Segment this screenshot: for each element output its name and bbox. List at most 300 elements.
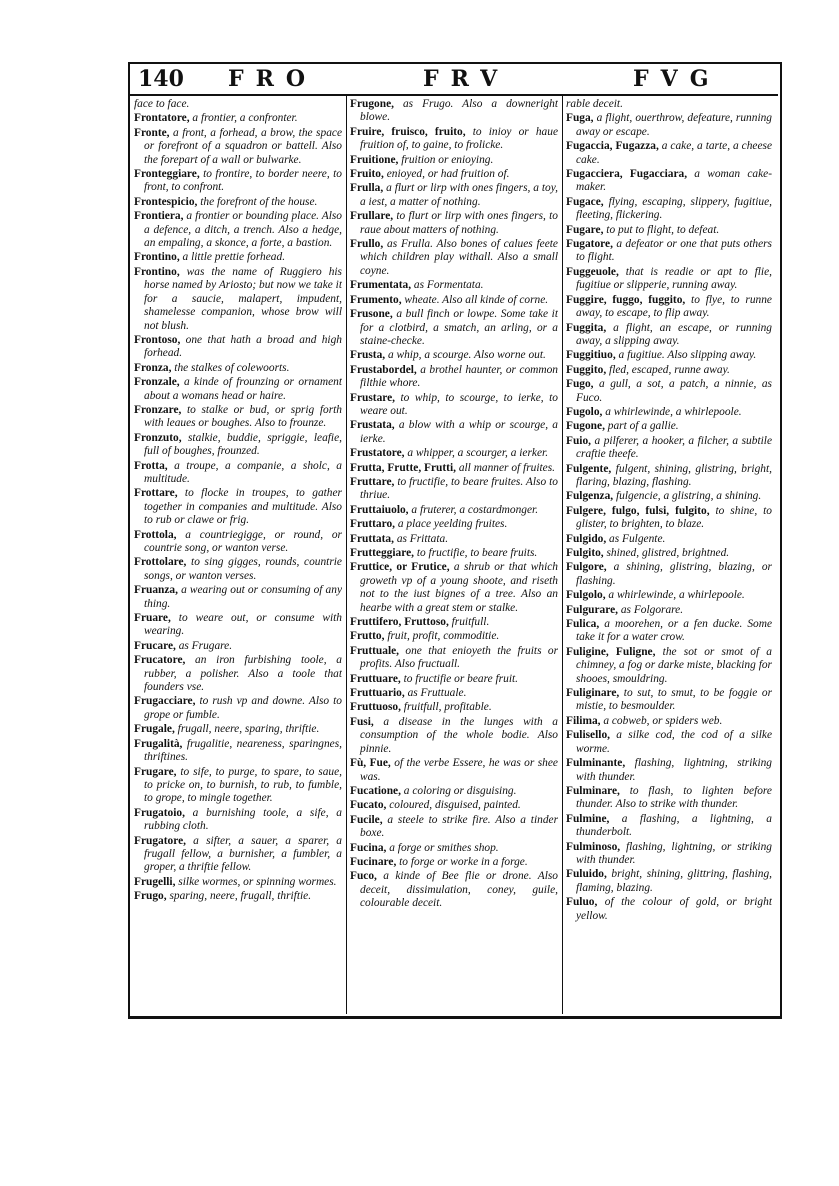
dictionary-entry [350,518,558,531]
headword: Frugatoio, [134,806,185,819]
headword: Fulgere, fulgo, fulsi, fulgito, [566,504,710,517]
dictionary-entry [350,673,558,686]
headword: Fuco, [350,870,377,883]
definition: a kinde of Bee flie or drone. Also deceit, dissimulation, coney, guile, colourable deceit. [360,870,558,910]
left-column-head: FRO [228,66,318,92]
headword: Fulgore, [566,561,607,574]
dictionary-entry [134,251,342,264]
dictionary-entry [566,294,772,321]
dictionary-entry [566,406,772,419]
headword: Fugacciera, Fugacciara, [566,168,688,181]
dictionary-entry [566,604,772,617]
headword: Fulgente, [566,462,612,475]
dictionary-entry [566,490,772,503]
headword: Fuggire, fuggo, fuggito, [566,293,686,306]
dictionary-entry [566,322,772,349]
definition: a blow with a whip or scourge, a ierke. [360,419,558,445]
definition: to fructifie, to beare fruites. Also to thriue. [360,475,558,502]
headword: Fugone, [566,420,605,433]
dictionary-entry [134,168,342,195]
dictionary-entry [350,785,558,798]
definition: to put to flight, to defeat. [603,223,720,236]
headword: Frugelli, [134,875,176,888]
headword: Fruttaro, [350,518,396,531]
definition: one that hath a broad and high forhead. [144,333,342,360]
headword: Fronte, [134,126,170,139]
definition: a cobweb, or spiders web. [600,714,723,727]
headword: Frottolare, [134,556,187,569]
headword: Fuga, [566,112,594,125]
definition: as Fruttuale. [404,687,467,700]
headword: Frontoso, [134,333,181,346]
definition: fulgent, shining, glistring, bright, flaring, blazing, flashing. [576,462,772,488]
definition: a whirlewinde, a whirlepoole. [605,589,745,602]
headword: Frontino, [134,265,180,278]
definition: a flight, an escape, or running away, a slipping away. [576,321,772,347]
dictionary-entry [350,154,558,167]
headword: Fucato, [350,799,387,812]
headword: Fruare, [134,612,171,625]
dictionary-entry [566,785,772,812]
headword: Fucatione, [350,784,401,797]
definition: to flurt or lirp with ones fingers, to raue about matters of nothing. [360,210,558,236]
definition: frugall, neere, sparing, thriftie. [174,723,320,736]
headword: Fuliginare, [566,687,620,700]
dictionary-entry [350,279,558,292]
definition: stalkie, buddie, spriggie, leafie, full of boughes, frounzed. [144,431,342,458]
headword: Fruttata, [350,532,394,545]
definition: to sut, to smut, to be foggie or mistie, to besmoulder. [576,687,772,713]
headword: Fulgolo, [566,589,606,602]
definition: to rush vp and downe. Also to grope or fumble. [144,695,342,721]
definition: was the name of Ruggiero his horse named by Ariosto; but now we take it for a saucie, malapert, impudent, shamelesse companion, whose brow will not blush. [144,265,342,332]
column-rule-left [346,96,347,1014]
definition: to fructifie, to beare fruits. [414,547,538,559]
dictionary-entry [566,561,772,588]
definition: as Frulla. Also bones of calues feete which children play withall. Also a small coyne. [360,238,558,277]
definition: a coloring or disguising. [400,784,517,797]
page-number: 140 [138,66,184,92]
definition: a flight, ouerthrow, defeature, running away or escape. [576,112,772,138]
definition: face to face. [134,98,190,110]
definition: a flurt or lirp with ones fingers, a toy, a iest, a matter of nothing. [360,182,558,208]
definition: a frontier, a confronter. [189,112,298,125]
headword: Fuggita, [566,321,607,334]
definition: as Frittata. [393,532,449,545]
definition: as Formentata. [411,279,484,292]
headword: Fulminante, [566,757,626,770]
headword: Fulgenza, [566,490,614,503]
definition: a kinde of frounzing or ornament about a womans head or haire. [144,376,342,402]
definition: coloured, disguised, painted. [386,799,521,812]
definition: a burnishing toole, a sife, a rubbing cloth. [144,806,342,833]
dictionary-entry [350,238,558,278]
dictionary-entry [134,127,342,167]
dictionary-entry [566,378,772,405]
headword: Frugacciare, [134,695,196,708]
headword: Frottola, [134,528,177,541]
dictionary-entry [566,196,772,223]
headword: Fruttaiuolo, [350,503,409,516]
headword: Fugolo, [566,405,603,418]
headword: Frustata, [350,419,395,432]
dictionary-entry [350,701,558,714]
center-column-head: FRV [423,66,510,92]
column-rule-right [562,96,563,1014]
dictionary-entry [566,238,772,265]
headword: Fruttuario, [350,687,405,700]
dictionary-entry [134,723,342,736]
headword: Frontespicio, [134,195,198,208]
definition: to stalke or bud, or sprig forth with leaues or boughes. Also to frounze. [144,403,342,430]
dictionary-entry [566,547,772,560]
dictionary-entry [350,547,558,560]
definition: as Folgorare. [618,603,684,616]
definition: wheate. Also all kinde of corne. [401,293,549,306]
headword: Frustatore, [350,447,405,460]
dictionary-entry [350,504,558,517]
dictionary-entry [134,98,342,111]
definition: a whirlewinde, a whirlepoole. [602,405,742,418]
definition: a flashing, a lightning, a thunderbolt. [576,812,772,839]
headword: Fruttare, [350,475,395,488]
definition: a countriegigge, or round, or countrie song, or wanton verse. [144,528,342,554]
headword: Fuggito, [566,363,607,376]
headword: Frontino, [134,251,180,264]
definition: a moorehen, or a fen ducke. Some take it for a water crow. [576,618,772,644]
headword: Frugatore, [134,834,186,847]
headword: Fruttuare, [350,672,401,685]
headword: Fugatore, [566,238,613,251]
dictionary-entry [350,814,558,841]
definition: to sing gigges, rounds, countrie songs, or wanton verses. [144,556,342,582]
headword: Frutta, Frutte, Frutti, [350,461,456,474]
definition: fruition or enioying. [398,153,494,166]
headword: Frugalità, [134,737,183,750]
headword: Frontiera, [134,210,184,223]
dictionary-entry [350,294,558,307]
dictionary-entry [566,168,772,195]
dictionary-entry [134,210,342,250]
dictionary-entry [134,376,342,403]
headword: Fulminoso, [566,840,621,853]
dictionary-entry [134,460,342,487]
headword: Fruitione, [350,153,399,166]
dictionary-entry [566,757,772,784]
definition: a bull finch or lowpe. Some take it for a clotbird, a smatch, an arling, or a staine-checke. [360,308,558,347]
definition: one that enioyeth the fruits or profits. Also fructuall. [360,644,558,671]
definition: to flash, to lighten before thunder. Also to strike with thunder. [576,784,772,811]
headword: Frugone, [350,98,394,110]
dictionary-entry [350,182,558,209]
dictionary-entry [350,349,558,362]
dictionary-page [128,62,780,1018]
headword: Filima, [566,714,601,727]
definition: bright, shining, glittring, flashing, flaming, blazing. [576,868,772,894]
dictionary-entry [350,716,558,756]
definition: to shine, to glister, to brighten, to blaze. [576,504,772,531]
definition: sparing, neere, frugall, thriftie. [166,890,312,903]
definition: frugalitie, neareness, sparingnes, thriftines. [144,737,342,764]
dictionary-entry [134,695,342,722]
headword: Frontatore, [134,112,190,125]
dictionary-entry [566,841,772,868]
headword: Fugace, [566,195,604,208]
definition: fruitfull. [448,616,490,629]
dictionary-entry [350,616,558,629]
headword: Frugare, [134,765,177,778]
dictionary-entry [134,196,342,209]
headword: Fronzare, [134,403,182,416]
headword: Frugale, [134,723,175,736]
dictionary-entry [350,533,558,546]
dictionary-entry [134,766,342,806]
definition: fulgencie, a glistring, a shining. [613,490,762,503]
definition: to fructifie or beare fruit. [400,672,518,685]
headword: Frullo, [350,238,384,251]
dictionary-entry [350,168,558,181]
definition: flashing, lightning, striking with thunder. [576,757,772,783]
dictionary-entry [134,738,342,765]
definition: to flye, to runne away, to escape, to flip away. [576,293,772,320]
dictionary-entry [134,404,342,431]
definition: a gull, a sot, a patch, a ninnie, as Fuco. [576,378,772,404]
headword: Fruttuale, [350,644,400,657]
definition: part of a gallie. [604,420,679,433]
dictionary-entry [134,612,342,639]
running-header [128,62,778,96]
definition: a silke cod, the cod of a silke worme. [576,729,772,755]
definition: the sot or smot of a chimney, a fog or darke miste, blacking for shooes, smouldring. [576,645,772,685]
dictionary-entry [350,687,558,700]
headword: Frusone, [350,308,393,321]
dictionary-entry [350,98,558,125]
column-left [134,98,342,1012]
dictionary-entry [566,589,772,602]
headword: Frucatore, [134,654,186,667]
headword: Fugaccia, Fugazza, [566,140,659,153]
headword: Frucare, [134,639,176,652]
dictionary-entry [134,266,342,333]
definition: to whip, to scourge, to ierke, to weare out. [360,391,558,417]
column-right [566,98,772,1012]
dictionary-entry [566,349,772,362]
headword: Fù, Fue, [350,757,391,770]
dictionary-entry [566,868,772,895]
dictionary-entry [350,645,558,672]
dictionary-entry [566,140,772,167]
headword: Frottare, [134,487,178,500]
headword: Fruanza, [134,584,178,597]
dictionary-entry [134,890,342,903]
definition: to weare out, or consume with wearing. [144,612,342,638]
headword: Fuio, [566,434,592,447]
definition: a wearing out or consuming of any thing. [144,584,342,610]
dictionary-entry [350,856,558,869]
definition: as Fulgente. [606,532,666,545]
dictionary-entry [566,463,772,490]
dictionary-entry [134,556,342,583]
dictionary-entry [134,362,342,375]
definition: to flocke in troupes, to gather together in companies and multitude. Also to rub or clawe or frig. [144,487,342,527]
headword: Frullare, [350,210,394,223]
headword: Fucile, [350,813,383,826]
dictionary-entry [566,646,772,686]
definition: a shining, glistring, blazing, or flashing. [576,561,772,587]
headword: Fuluido, [566,868,607,881]
right-column-head: FVG [633,66,721,92]
dictionary-entry [134,876,342,889]
definition: a sifter, a sauer, a sparer, a frugall fellow, a burnisher, a fumbler, a groper, a thriftie fellow. [144,834,342,874]
headword: Fugare, [566,223,604,236]
definition: fruitfull, profitable. [400,701,492,714]
dictionary-entry [566,533,772,546]
definition: to inioy or haue fruition of, to gaine, to frolicke. [360,125,558,152]
definition: a cake, a tarte, a cheese cake. [576,140,772,166]
definition: a defeator or one that puts others to flight. [576,238,772,264]
headword: Fulgurare, [566,603,618,616]
dictionary-entry [350,392,558,419]
dictionary-entry [566,364,772,377]
headword: Frugo, [134,890,167,903]
dictionary-entry [134,112,342,125]
dictionary-entry [566,687,772,714]
definition: a front, a forhead, a brow, the space or forefront of a squadron or battell. Also the forepart of a wall or bulwarke. [144,126,342,166]
headword: Frumentata, [350,279,412,292]
definition: a woman cake-maker. [576,168,772,194]
headword: Frutteggiare, [350,547,414,559]
definition: the forefront of the house. [197,195,318,208]
dictionary-entry [350,447,558,460]
headword: Fuluo, [566,896,598,909]
definition: fled, escaped, runne away. [606,363,730,376]
headword: Fulisello, [566,729,610,742]
dictionary-entry [566,813,772,840]
headword: Frulla, [350,182,384,195]
headword: Frotta, [134,459,168,472]
dictionary-entry [566,729,772,756]
headword: Fronzuto, [134,431,182,444]
headword: Frusta, [350,349,386,362]
dictionary-entry [350,870,558,910]
dictionary-entry [350,476,558,503]
headword: Fusi, [350,715,374,728]
headword: Frutto, [350,630,385,643]
dictionary-entry [134,654,342,694]
definition: of the colour of gold, or bright yellow. [576,896,772,922]
dictionary-entry [566,112,772,139]
headword: Fuligine, Fuligne, [566,645,656,658]
headword: Frumento, [350,293,402,306]
dictionary-entry [350,630,558,643]
dictionary-entry [350,561,558,615]
headword: Fronteggiare, [134,168,200,181]
dictionary-entry [350,799,558,812]
dictionary-entry [134,529,342,556]
definition: to forge or worke in a forge. [396,855,528,868]
definition: a troupe, a companie, a sholc, a multitude. [144,459,342,485]
dictionary-entry [350,364,558,391]
definition: of the verbe Essere, he was or shee was. [360,757,558,783]
definition: a frontier or bounding place. Also a defence, a ditch, a trench. Also a hedge, an empaling, a skonce, a forte, a bastion. [144,210,342,250]
dictionary-entry [134,584,342,611]
headword: Fucina, [350,841,387,854]
definition: the stalkes of colewoorts. [171,361,290,374]
definition: silke wormes, or spinning wormes. [175,875,337,888]
dictionary-entry [566,266,772,293]
definition: a steele to strike fire. Also a tinder boxe. [360,813,558,840]
headword: Fucinare, [350,855,397,868]
dictionary-entry [350,757,558,784]
definition: a pilferer, a hooker, a filcher, a subtile craftie theefe. [576,434,772,461]
definition: a shrub or that which groweth vp of a young shoote, and riseth not to the iust bignes of a tree. Also an hearbe with a great stem or stalke. [360,561,558,614]
definition: a disease in the lunges with a consumption of the whole bodie. Also pinnie. [360,715,558,755]
definition: a forge or smithes shop. [386,841,499,854]
definition: a little prettie forhead. [179,251,286,264]
headword: Fuggitiuo, [566,349,616,362]
definition: fruit, profit, commoditie. [384,630,500,643]
definition: enioyed, or had fruition of. [383,168,510,181]
definition: a whip, a scourge. Also worne out. [385,349,546,362]
definition: a brothel haunter, or common filthie whore. [360,363,558,390]
dictionary-entry [350,126,558,153]
definition: to sife, to purge, to spare, to saue, to pricke on, to burnish, to rub, to fumble, to grope, to mingle together. [144,765,342,805]
headword: Fronzale, [134,376,180,389]
headword: Fulica, [566,618,600,631]
dictionary-entry [350,419,558,446]
definition: flashing, lightning, or striking with thunder. [576,840,772,866]
dictionary-entry [350,842,558,855]
definition: to frontire, to border neere, to front, to confront. [144,168,342,194]
headword: Fulmine, [566,812,610,825]
dictionary-entry [134,487,342,527]
dictionary-entry [134,835,342,875]
definition: a fugitiue. Also slipping away. [615,349,757,362]
dictionary-entry [566,505,772,532]
dictionary-entry [566,896,772,923]
headword: Fruttifero, Fruttoso, [350,616,449,629]
dictionary-entry [566,420,772,433]
headword: Fugo, [566,378,594,391]
dictionary-entry [350,308,558,348]
dictionary-entry [134,640,342,653]
headword: Fulgito, [566,547,604,559]
headword: Frustabordel, [350,363,417,376]
dictionary-entry [566,224,772,237]
definition: flying, escaping, slippery, fugitiue, fleeting, flickering. [576,195,772,222]
headword: Fulminare, [566,784,620,797]
definition: as Frugare. [175,639,233,652]
definition: rable deceit. [566,98,623,110]
definition: an iron furbishing toole, a rubber, a polisher. Also a toole that founders vse. [144,654,342,694]
headword: Frustare, [350,391,396,404]
headword: Fruito, [350,168,384,181]
definition: as Frugo. Also a downeright blowe. [360,98,558,124]
dictionary-entry [134,807,342,834]
definition: shined, glistred, brightned. [603,547,730,559]
dictionary-entry [566,618,772,645]
definition: a whipper, a scourger, a ierker. [404,447,549,460]
headword: Fruttice, or Frutice, [350,561,450,574]
definition: a fruterer, a costardmonger. [408,503,539,516]
headword: Fronza, [134,361,172,374]
dictionary-entry [134,334,342,361]
dictionary-entry [134,432,342,459]
headword: Fruire, fruisco, fruito, [350,125,466,138]
dictionary-entry [566,98,772,111]
definition: that is readie or apt to flie, fugitiue or slipperie, running away. [576,265,772,292]
definition: a place yeelding fruites. [395,518,508,531]
